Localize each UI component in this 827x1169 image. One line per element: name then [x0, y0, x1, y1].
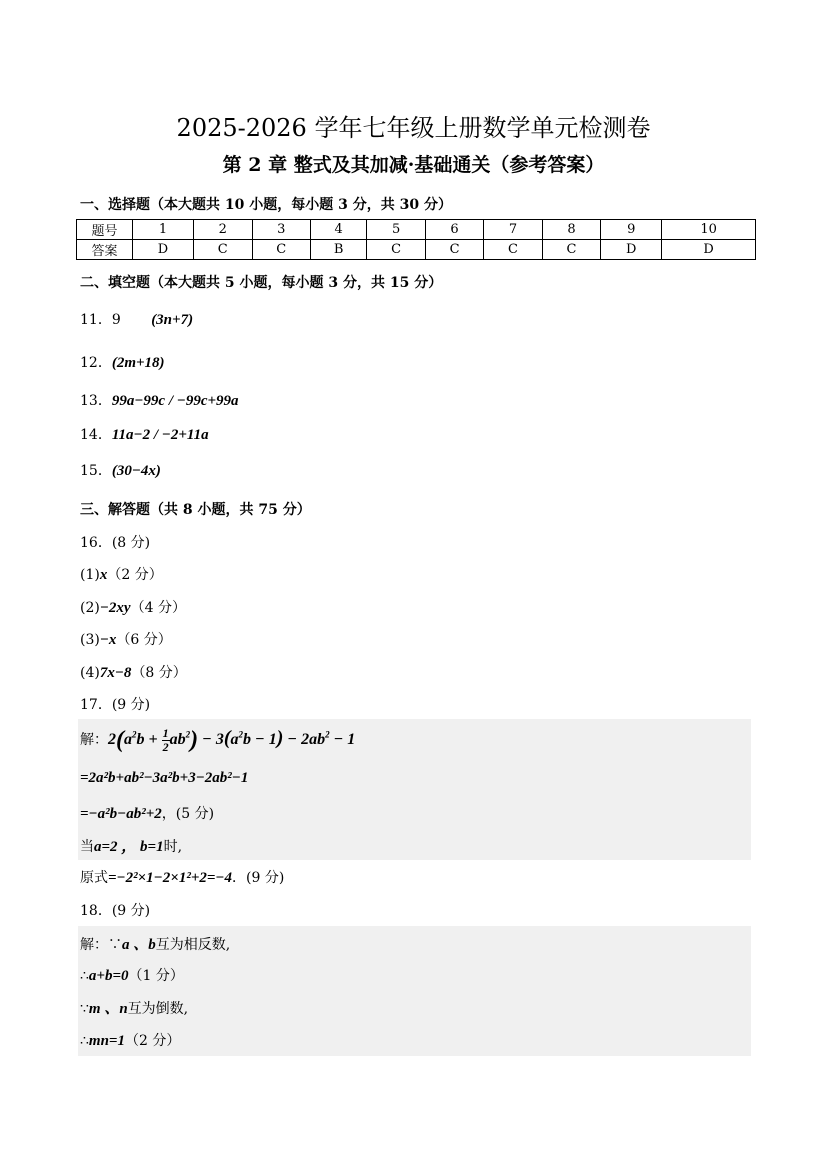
part-label: (3): [80, 632, 100, 648]
answer-label: 13．: [80, 393, 112, 409]
q17-line5: [80, 867, 284, 887]
answer-expression: (3n+7): [151, 312, 194, 328]
answer-table: [76, 219, 756, 260]
solution-expression: $2(a^2b$ + $\frac{1}{2}$ $ab^2) - 3(a^2b - 1) - 2ab^2 - 1$: [108, 726, 356, 754]
table-cell: 7: [484, 220, 542, 240]
answer-expression: 11a−2 / −2+11a: [111, 427, 209, 443]
q16-part2: [80, 597, 186, 617]
section1-heading: 一、选择题（本大题共 10 小题，每小题 3 分，共 30 分）: [80, 197, 452, 213]
table-cell: B: [310, 240, 366, 260]
page-title: 2025-2026 学年七年级上册数学单元检测卷: [176, 114, 651, 142]
section3-heading: 三、解答题（共 8 小题，共 75 分）: [80, 502, 311, 518]
q17-line1: [80, 727, 355, 754]
answer-11: [80, 309, 193, 329]
q16-part4: [80, 662, 187, 682]
part-expression: −2xy: [99, 600, 131, 616]
answer-label: 11．9: [80, 312, 121, 328]
solution-expression: a 、b: [122, 937, 156, 953]
part-expression: x: [99, 567, 108, 583]
answer-15: [80, 460, 161, 480]
answer-label: 12．: [80, 355, 112, 371]
question-17-label: 17．(9 分): [80, 697, 151, 713]
q18-line2: [80, 965, 184, 985]
solution-expression: a=2 ， b=1: [94, 839, 164, 855]
part-score: （6 分）: [116, 632, 172, 648]
table-cell: 9: [601, 220, 662, 240]
table-cell: 2: [194, 220, 252, 240]
fraction-one-half: $\frac{1}{2}$: [162, 726, 169, 754]
q18-line4: [80, 1030, 180, 1050]
solution-expression: =2a²b+ab²−3a²b+3−2ab²−1: [80, 770, 249, 786]
part-expression: 7x−8: [99, 665, 132, 681]
table-cell: C: [367, 240, 425, 260]
solution-text: 当: [80, 839, 94, 855]
part-score: （4 分）: [130, 600, 186, 616]
table-row-numbers: [77, 220, 756, 240]
solution-text: ∴: [80, 1033, 89, 1049]
solution-expression: =−2²×1−2×1²+2=−4: [108, 870, 232, 886]
solution-score: （2 分）: [124, 1033, 181, 1049]
question-16-label: 16．(8 分): [80, 535, 151, 551]
solution-prefix: 解：: [80, 732, 108, 749]
solution-text: 互为相反数,: [155, 937, 231, 953]
table-cell: C: [425, 240, 483, 260]
q16-part3: [80, 629, 172, 649]
solution-text: ∴: [80, 968, 89, 984]
table-cell: 10: [662, 220, 756, 240]
answer-expression: (30−4x): [111, 463, 161, 479]
solution-score: （1 分）: [128, 968, 184, 984]
solution-expression: a+b=0: [88, 968, 129, 984]
part-label: (1): [80, 567, 100, 583]
part-label: (4): [80, 665, 100, 681]
answer-14: [80, 424, 209, 444]
table-cell: 6: [425, 220, 483, 240]
solution-expression: mn=1: [88, 1033, 125, 1049]
part-expression: −x: [99, 632, 117, 648]
q17-line4: [80, 835, 182, 856]
answer-12: [80, 352, 165, 372]
answer-13: [80, 390, 239, 410]
table-header-cell: 答案: [77, 240, 133, 260]
solution-text: 原式: [80, 870, 108, 886]
table-cell: C: [542, 240, 600, 260]
solution-score: ．(9 分): [232, 870, 285, 886]
answer-label: 14．: [80, 427, 112, 443]
table-cell: 8: [542, 220, 600, 240]
table-cell: 5: [367, 220, 425, 240]
table-cell: C: [484, 240, 542, 260]
solution-text: 互为倒数,: [127, 1001, 189, 1017]
solution-score: ，(5 分): [161, 806, 215, 822]
table-cell: C: [194, 240, 252, 260]
table-header-cell: 题号: [77, 220, 133, 240]
q17-line3: [80, 803, 214, 823]
table-cell: 1: [133, 220, 194, 240]
answer-expression: 99a−99c / −99c+99a: [111, 393, 239, 409]
part-score: （2 分）: [107, 567, 163, 583]
page-subtitle: 第 2 章 整式及其加减·基础通关（参考答案）: [222, 154, 605, 176]
section2-heading: 二、填空题（本大题共 5 小题，每小题 3 分，共 15 分）: [80, 275, 443, 291]
answer-expression: (2m+18): [111, 355, 165, 371]
solution-expression: =−a²b−ab²+2: [80, 806, 162, 822]
solution-text: 时,: [163, 839, 183, 855]
table-cell: 3: [252, 220, 310, 240]
table-cell: D: [133, 240, 194, 260]
table-row-answers: [77, 240, 756, 260]
table-cell: D: [662, 240, 756, 260]
table-cell: C: [252, 240, 310, 260]
solution-text: ∵: [80, 1001, 89, 1017]
part-score: （8 分）: [131, 665, 187, 681]
table-cell: D: [601, 240, 662, 260]
table-cell: 4: [310, 220, 366, 240]
solution-expression: m 、n: [88, 1001, 128, 1017]
part-label: (2): [80, 600, 100, 616]
answer-label: 15．: [80, 463, 112, 479]
q16-part1: [80, 564, 163, 584]
q18-line3: [80, 997, 188, 1018]
q17-line2: [80, 770, 248, 787]
q18-line1: [80, 933, 230, 954]
question-18-label: 18．(9 分): [80, 903, 151, 919]
solution-text: 解：∵: [80, 937, 122, 953]
